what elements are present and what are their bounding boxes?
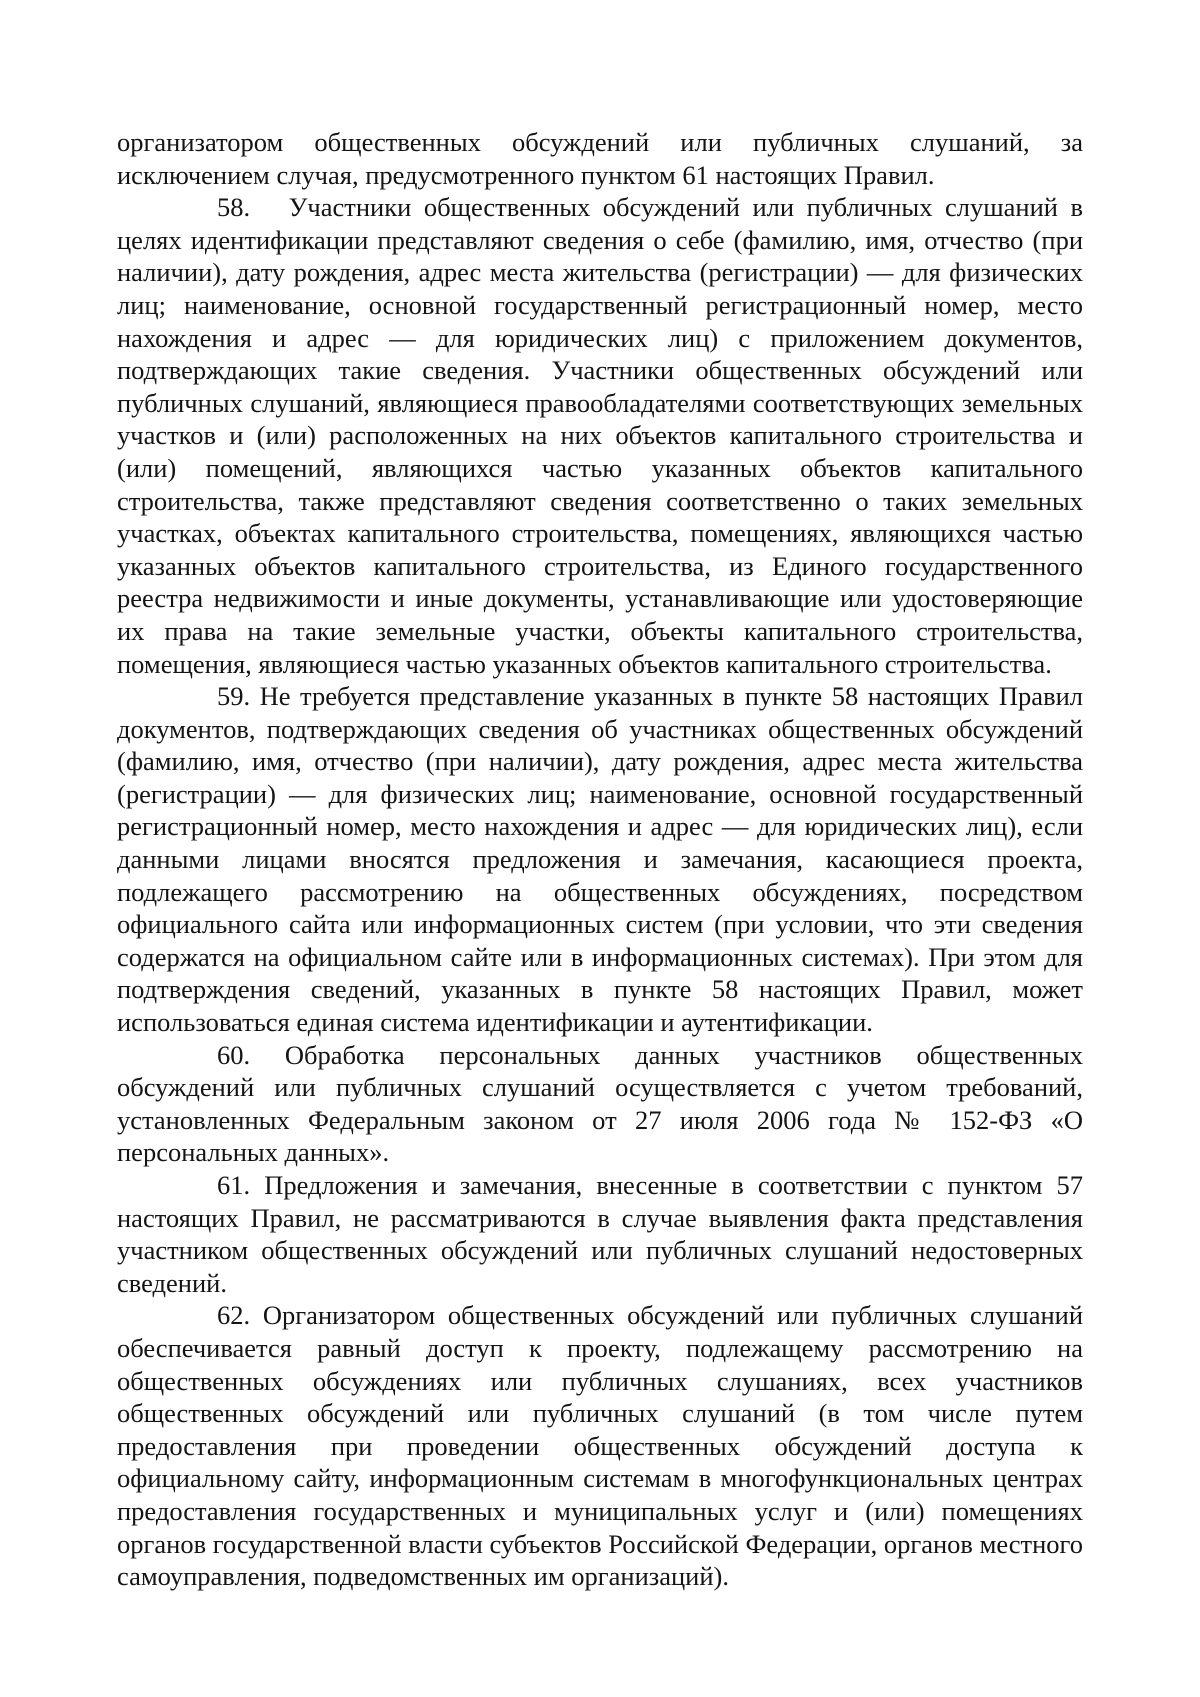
paragraph-59 [117, 680, 1083, 1039]
paragraph-text: Участники общественных обсуждений или публичных слушаний в целях идентификации представляют сведения о себе (фамилию, имя, отчество (при наличии), дату рождения, адрес места жительства (регистрации) — для физических лиц; наименование, основной государственный регистрационный номер, место нахождения и адрес — для юридических лиц) с приложением документов, подтверждающих такие сведения. Участники общественных обсуждений или публичных слушаний, являющиеся правообладателями соответствующих земельных участков и (или) расположенных на них объектов капитального строительства и (или) помещений, являющихся частью указанных объектов капитального строительства, также представляют сведения соответственно о таких земельных участках, объектах капитального строительства, помещениях, являющихся частью указанных объектов капитального строительства, из Единого государственного реестра недвижимости и иные документы, устанавливающие или удостоверяющие их права на такие земельные участки, объекты капитального строительства, помещения, являющиеся частью указанных объектов капитального строительства. [117, 192, 1084, 679]
paragraph-number: 59. [217, 681, 260, 712]
paragraph-number: 58. [217, 192, 251, 223]
paragraph-number: 62. [217, 1300, 263, 1331]
paragraph-text: Предложения и замечания, внесенные в соответствии с пунктом 57 настоящих Правил, не рассматриваются в случае выявления факта представления участником общественных обсуждений или публичных слушаний недостоверных сведений. [117, 1170, 1083, 1298]
paragraph-text: Не требуется представление указанных в пункте 58 настоящих Правил документов, подтверждающих сведения об участниках общественных обсуждений (фамилию, имя, отчество (при наличии), дату рождения, адрес места жительства (регистрации) — для физических лиц; наименование, основной государственный регистрационный номер, место нахождения и адрес — для юридических лиц), если данными лицами вносятся предложения и замечания, касающиеся проекта, подлежащего рассмотрению на общественных обсуждениях, посредством официального сайта или информационных систем (при условии, что эти сведения содержатся на официальном сайте или в информационных системах). При этом для подтверждения сведений, указанных в пункте 58 настоящих Правил, может использоваться единая система идентификации и аутентификации. [117, 681, 1083, 1038]
paragraph-58 [117, 191, 1083, 680]
paragraph-60 [117, 1039, 1083, 1169]
paragraph-continuation: организатором общественных обсуждений или публичных слушаний, за исключением случая, предусмотренного пунктом 61 настоящих Правил. [117, 127, 1083, 190]
paragraph-62 [117, 1299, 1083, 1592]
paragraph-text: Организатором общественных обсуждений или публичных слушаний обеспечивается равный доступ к проекту, подлежащему рассмотрению на общественных обсуждениях или публичных слушаниях, всех участников общественных обсуждений или публичных слушаний (в том числе путем предоставления при проведении общественных обсуждений доступа к официальному сайту, информационным системам в многофункциональных центрах предоставления государственных и муниципальных услуг и (или) помещениях органов государственной власти субъектов Российской Федерации, органов местного самоуправления, подведомственных им организаций). [117, 1300, 1084, 1592]
paragraph-number: 60. [217, 1039, 285, 1070]
paragraph-number: 61. [217, 1170, 265, 1200]
document-page [117, 126, 1083, 1593]
paragraph-text: Обработка персональных данных участников общественных обсуждений или публичных слушаний осуществляется с учетом требований, установленных Федеральным законом от 27 июля 2006 года № 152-ФЗ «О персональных данных». [117, 1039, 1083, 1168]
paragraph-61 [117, 1169, 1083, 1299]
